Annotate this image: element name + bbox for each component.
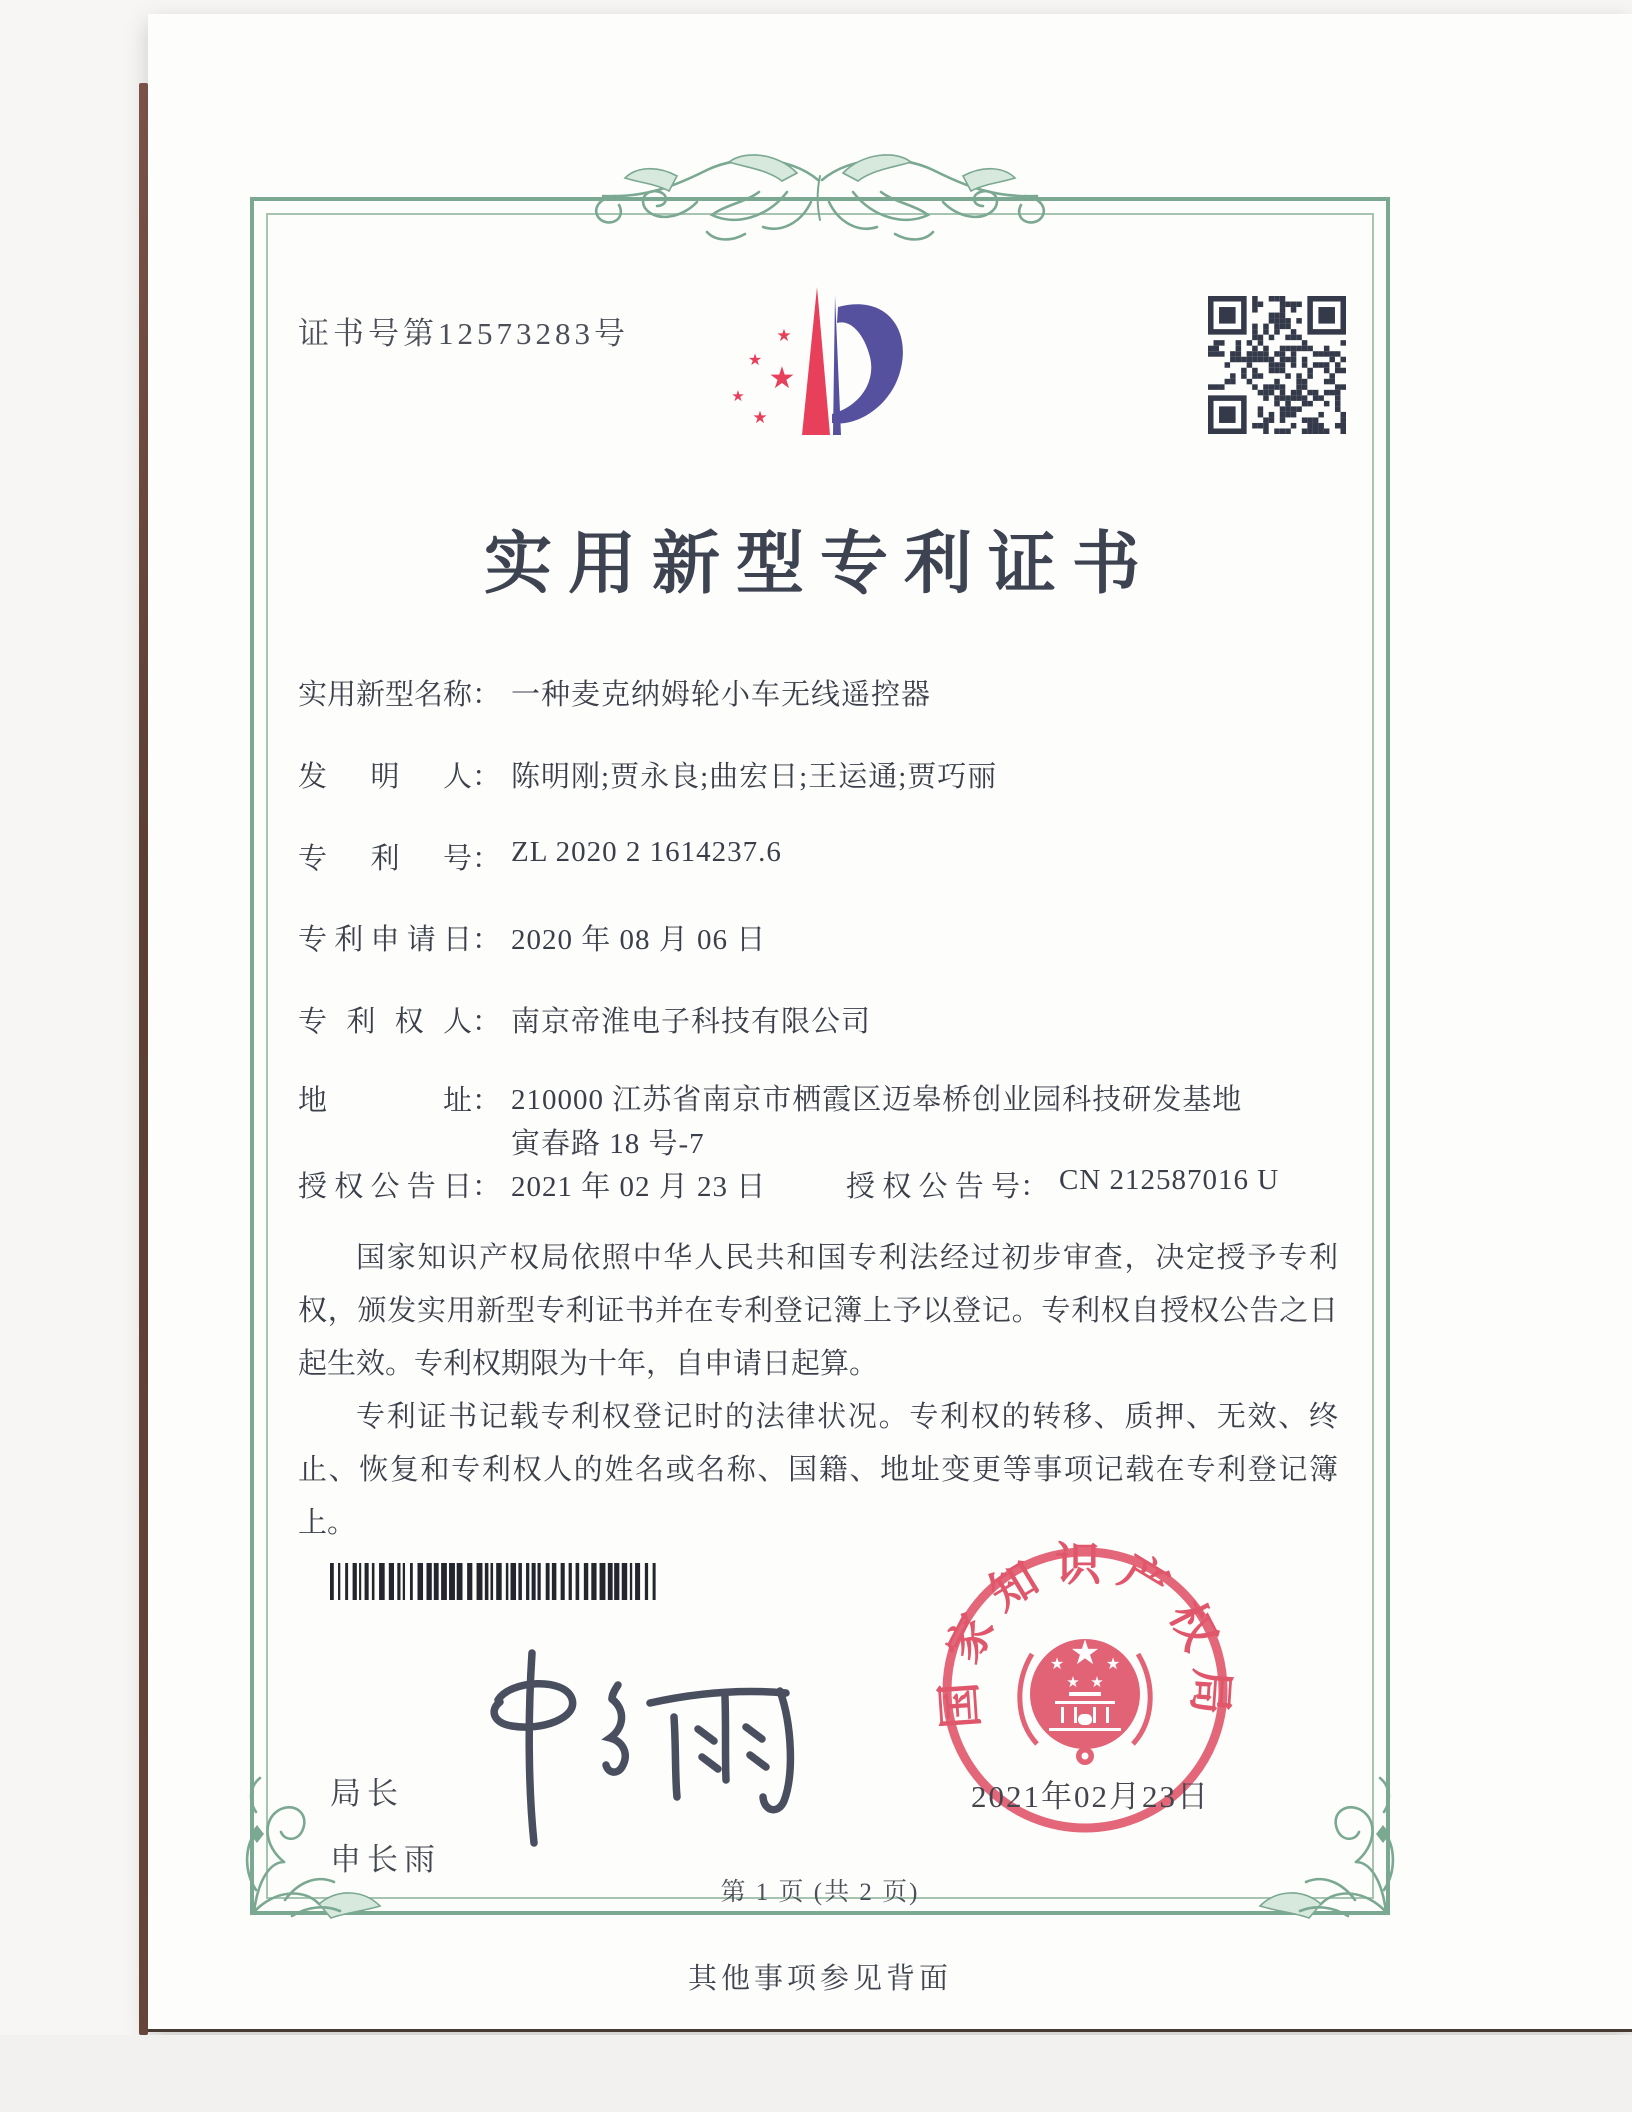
star-icon: ★ xyxy=(1105,1656,1121,1673)
field-label: 发明人 xyxy=(298,761,472,793)
star-icon: ★ xyxy=(752,408,768,427)
field-value: 陈明刚;贾永良;曲宏日;王运通;贾巧丽 xyxy=(511,761,998,793)
signature-autograph xyxy=(470,1625,810,1860)
field-label: 专利权人 xyxy=(298,1006,472,1038)
certificate-number: 证书号第12573283号 xyxy=(298,316,629,351)
page-number: 第 1 页 (共 2 页) xyxy=(720,1879,920,1906)
star-icon: ★ xyxy=(768,362,796,395)
field-colon: ： xyxy=(472,761,502,793)
cnipa-logo-icon xyxy=(722,283,922,458)
field-colon: ： xyxy=(472,1006,502,1038)
field-value: ZL 2020 2 1614237.6 xyxy=(511,836,782,868)
field-label: 地址 xyxy=(298,1085,472,1117)
field-colon: ： xyxy=(472,1171,502,1203)
field-row-filing-date xyxy=(298,917,766,958)
director-name: 申长雨 xyxy=(330,1842,441,1877)
field-value: 一种麦克纳姆轮小车无线遥控器 xyxy=(511,679,932,711)
seal-text: 国家知识产权局 xyxy=(932,1539,1238,1731)
star-icon: ★ xyxy=(1090,1675,1104,1691)
star-icon: ★ xyxy=(1069,1635,1101,1672)
footer-note: 其他事项参见背面 xyxy=(687,1963,952,1995)
field-label: 授权公告日 xyxy=(298,1171,472,1203)
paragraph: 专利证书记载专利权登记时的法律状况。专利权的转移、质押、无效、终止、恢复和专利权人的姓名或名称、国籍、地址变更等事项记载在专利登记簿上。 xyxy=(298,1401,1338,1539)
star-icon: ★ xyxy=(747,352,763,369)
field-row-grant-number xyxy=(846,1164,1279,1205)
table-surface xyxy=(0,2035,1632,2112)
field-label: 授权公告号 xyxy=(846,1171,1020,1203)
director-title: 局长 xyxy=(330,1776,404,1811)
field-row-patent-no xyxy=(298,836,782,877)
legal-text xyxy=(298,1232,1338,1550)
field-label: 专利号 xyxy=(298,843,472,875)
field-row-name xyxy=(298,672,931,713)
field-value: 2021 年 02 月 23 日 xyxy=(511,1171,767,1203)
seal-date: 2021年02月23日 xyxy=(971,1779,1210,1814)
field-colon: ： xyxy=(472,843,502,875)
qr-code xyxy=(1208,296,1346,434)
star-icon: ★ xyxy=(776,326,792,345)
address-line-2: 寅春路 18 号-7 xyxy=(511,1128,705,1160)
field-colon: ： xyxy=(1020,1171,1050,1203)
field-value: 2020 年 08 月 06 日 xyxy=(511,924,767,956)
scroll-ornament-icon xyxy=(585,146,1055,251)
certificate-title: 实用新型专利证书 xyxy=(483,526,1156,602)
field-colon: ： xyxy=(472,679,502,711)
field-colon: ： xyxy=(472,1085,502,1117)
field-row-grant-date xyxy=(298,1164,766,1205)
paragraph: 国家知识产权局依照中华人民共和国专利法经过初步审查，决定授予专利权，颁发实用新型专利证书并在专利登记簿上予以登记。专利权自授权公告之日起生效。专利权期限为十年，自申请日起算。 xyxy=(298,1242,1338,1380)
field-label: 专利申请日 xyxy=(298,924,472,956)
page-gutter-edge xyxy=(139,83,148,2035)
star-icon: ★ xyxy=(731,389,745,405)
field-label: 实用新型名称 xyxy=(298,679,473,711)
field-value: 南京帝淮电子科技有限公司 xyxy=(511,1006,872,1038)
star-icon: ★ xyxy=(1049,1656,1065,1673)
field-row-patentee xyxy=(298,999,871,1040)
field-colon: ： xyxy=(472,924,502,956)
address-line-1: 210000 江苏省南京市栖霞区迈皋桥创业园科技研发基地 xyxy=(511,1084,1243,1116)
field-value: CN 212587016 U xyxy=(1059,1164,1280,1196)
field-row-inventors xyxy=(298,754,997,795)
barcode xyxy=(330,1563,662,1600)
field-value xyxy=(511,1078,1242,1166)
star-icon: ★ xyxy=(1066,1675,1080,1691)
field-row-address xyxy=(298,1078,1242,1166)
